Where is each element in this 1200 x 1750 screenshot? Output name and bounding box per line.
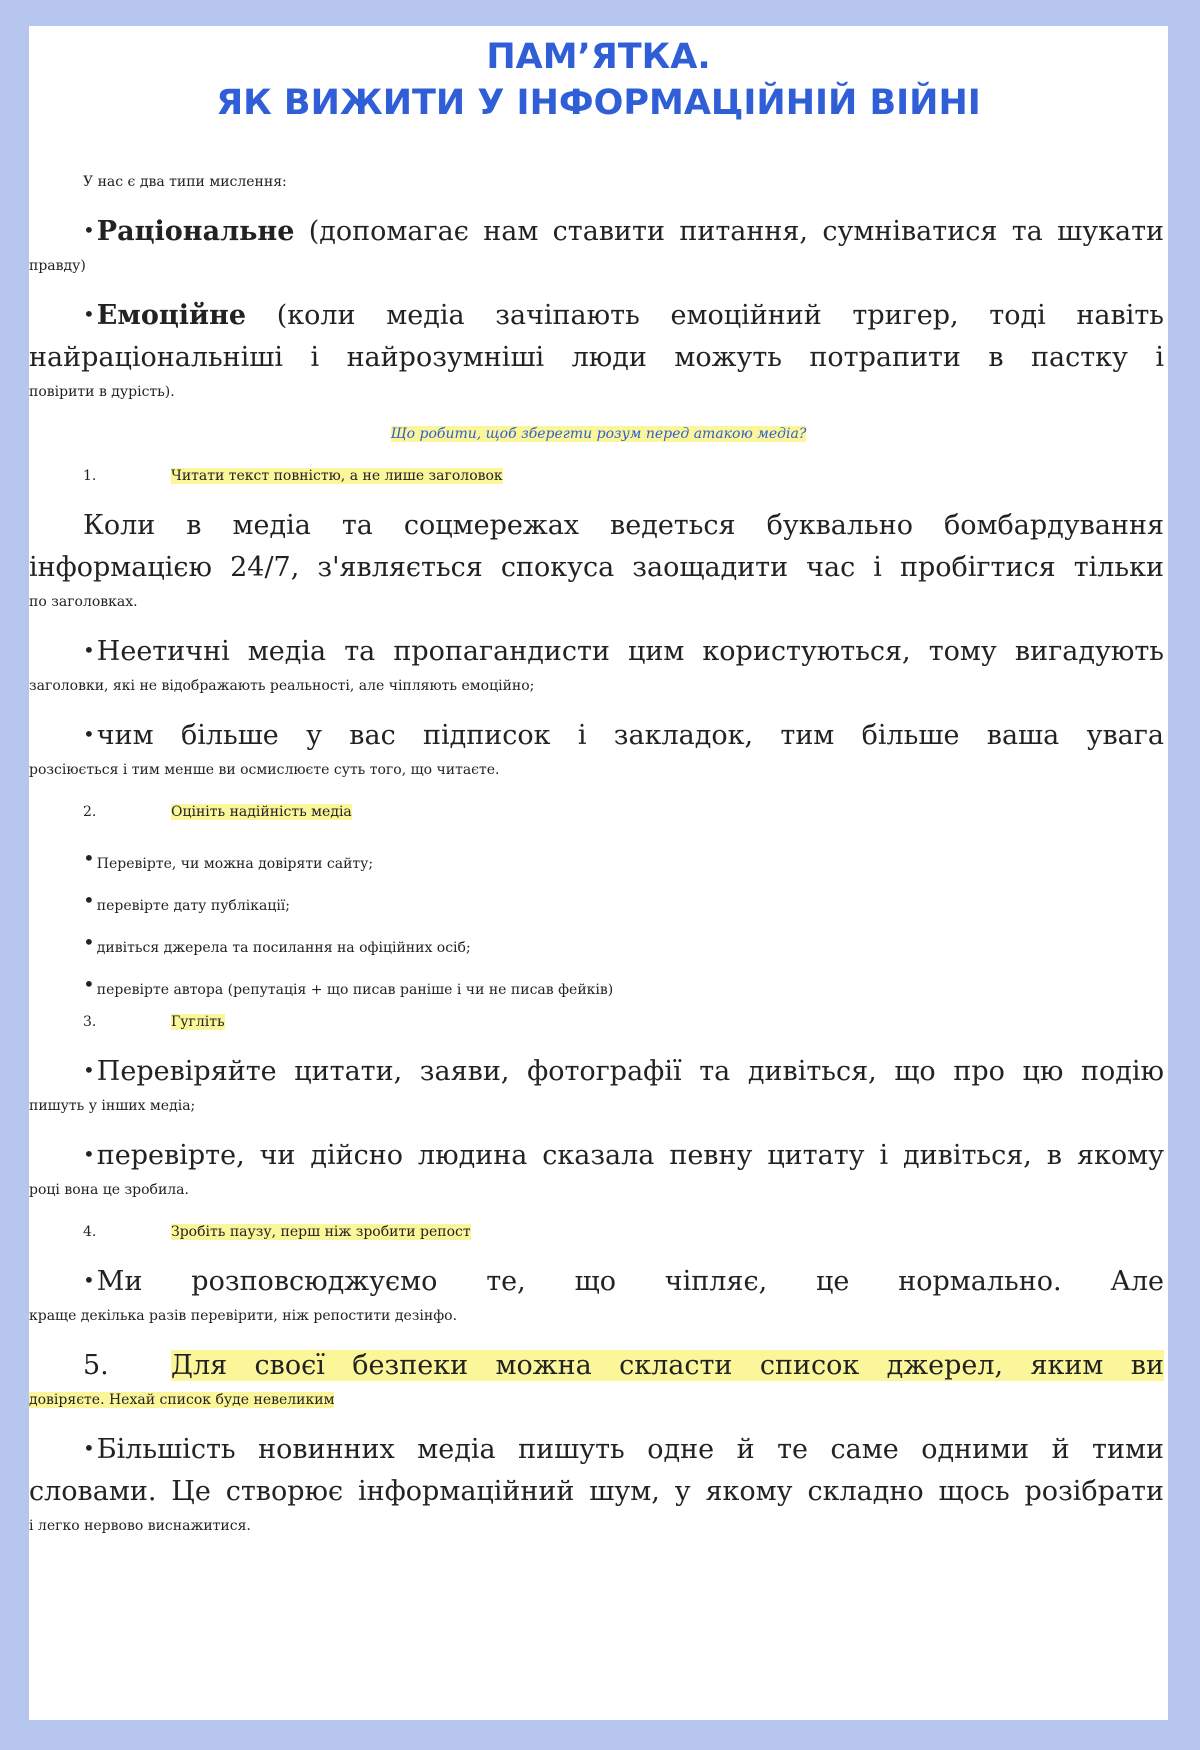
section-3-bullet-1-cont: пишуть у інших медіа; xyxy=(29,1098,196,1114)
section-number: 5. xyxy=(83,1350,109,1381)
section-number: 2. xyxy=(83,804,97,820)
bullet-text: чим більше у вас підписок і закладок, тим більше ваша увага xyxy=(96,720,1164,751)
bullet-text: Неетичні медіа та пропагандисти цим користуються, тому вигадують xyxy=(96,636,1164,667)
section-2-heading xyxy=(83,804,1168,820)
thinking-type-desc: (коли медіа зачіпають емоційний тригер, тоді навіть xyxy=(246,300,1164,331)
section-1-paragraph: по заголовках. xyxy=(29,594,138,610)
section-heading-text: Читати текст повністю, а не лише заголовок xyxy=(171,468,503,484)
section-3-bullet-2-cont: році вона це зробила. xyxy=(29,1182,189,1198)
section-heading-text: довіряєте. Нехай список буде невеликим xyxy=(29,1392,335,1408)
section-5-bullet-1-cont: словами. Це створює інформаційний шум, у якому складно щось розібрати xyxy=(29,1476,1164,1507)
bullet-text: Ми розповсюджуємо те, що чіпляє, це нормально. Але xyxy=(96,1266,1164,1297)
section-1-heading xyxy=(83,468,1168,484)
bullet-icon: • xyxy=(83,638,95,662)
section-3-heading xyxy=(83,1014,1168,1030)
section-4-bullet-1 xyxy=(83,1266,1164,1297)
section-4-bullet-1-cont: краще декілька разів перевірити, ніж репостити дезінфо. xyxy=(29,1308,458,1324)
section-heading-text: Для своєї безпеки можна скласти список джерел, яким ви xyxy=(171,1350,1164,1381)
title-line-2: ЯК ВИЖИТИ У ІНФОРМАЦІЙНІЙ ВІЙНІ xyxy=(216,83,981,123)
memo-page xyxy=(29,26,1168,1720)
section-question xyxy=(29,426,1168,442)
bullet-text: дивіться джерела та посилання на офіційних осіб; xyxy=(96,940,471,956)
section-heading-text: Оцініть надійність медіа xyxy=(171,804,352,820)
thinking-type-desc-cont: найраціональніші і найрозумніші люди можуть потрапити в пастку і xyxy=(29,342,1164,373)
section-heading-text: Гугліть xyxy=(171,1014,225,1030)
section-heading-text: Зробіть паузу, перш ніж зробити репост xyxy=(171,1224,471,1240)
thinking-type-rational xyxy=(83,216,1164,247)
question-text: Що робити, щоб зберегти розум перед атакою медіа? xyxy=(390,426,807,442)
bullet-text: Перевірте, чи можна довіряти сайту; xyxy=(96,856,374,872)
bullet-icon: • xyxy=(83,218,95,242)
bullet-text: перевірте автора (репутація + що писав раніше і чи не писав фейків) xyxy=(96,982,614,998)
section-number: 1. xyxy=(83,468,97,484)
section-1-bullet-2 xyxy=(83,720,1164,751)
section-3-bullet-1 xyxy=(83,1056,1164,1087)
section-3-bullet-2 xyxy=(83,1140,1164,1171)
bullet-text: Перевіряйте цитати, заяви, фотографії та дивіться, що про цю подію xyxy=(96,1056,1164,1087)
section-5-bullet-1-cont: і легко нервово виснажитися. xyxy=(29,1518,251,1534)
bullet-text: перевірте дату публікації; xyxy=(96,898,291,914)
bullet-icon: • xyxy=(83,888,95,912)
section-5-heading xyxy=(83,1350,1164,1381)
thinking-type-desc: (допомагає нам ставити питання, сумніватися та шукати xyxy=(294,216,1164,247)
bullet-icon: • xyxy=(83,972,95,996)
bullet-icon: • xyxy=(83,302,95,326)
thinking-type-name: Раціональне xyxy=(96,216,295,247)
bullet-icon: • xyxy=(83,846,95,870)
bullet-icon: • xyxy=(83,1142,95,1166)
thinking-type-desc-cont: повірити в дурість). xyxy=(29,384,175,400)
thinking-type-name: Емоційне xyxy=(96,300,247,331)
section-5-bullet-1 xyxy=(83,1434,1164,1465)
bullet-icon: • xyxy=(83,722,95,746)
bullet-text: Більшість новинних медіа пишуть одне й те саме одними й тими xyxy=(96,1434,1164,1465)
title-line-1: ПАМ’ЯТКА. xyxy=(486,37,711,77)
section-1-bullet-1 xyxy=(83,636,1164,667)
section-1-bullet-2-cont: розсіюється і тим менше ви осмислюєте суть того, що читаєте. xyxy=(29,762,500,778)
section-4-heading xyxy=(83,1224,1168,1240)
section-5-heading-cont xyxy=(29,1392,1168,1408)
page-title xyxy=(29,34,1168,126)
section-2-bullet-4 xyxy=(83,972,1168,998)
section-1-paragraph: Коли в медіа та соцмережах ведеться буквально бомбардування xyxy=(83,510,1164,541)
bullet-text: перевірте, чи дійсно людина сказала певну цитату і дивіться, в якому xyxy=(96,1140,1164,1171)
section-2-bullet-1 xyxy=(83,846,1168,872)
bullet-icon: • xyxy=(83,1058,95,1082)
section-1-paragraph: інформацією 24/7, з'являється спокуса заощадити час і пробігтися тільки xyxy=(29,552,1164,583)
section-number: 4. xyxy=(83,1224,97,1240)
bullet-icon: • xyxy=(83,930,95,954)
thinking-type-emotional xyxy=(83,300,1164,331)
section-number: 3. xyxy=(83,1014,97,1030)
section-1-bullet-1-cont: заголовки, які не відображають реальності, але чіпляють емоційно; xyxy=(29,678,535,694)
section-2-bullet-2 xyxy=(83,888,1168,914)
thinking-type-desc-cont: правду) xyxy=(29,258,86,274)
bullet-icon: • xyxy=(83,1436,95,1460)
bullet-icon: • xyxy=(83,1268,95,1292)
section-2-bullet-3 xyxy=(83,930,1168,956)
intro-line: У нас є два типи мислення: xyxy=(83,174,287,190)
